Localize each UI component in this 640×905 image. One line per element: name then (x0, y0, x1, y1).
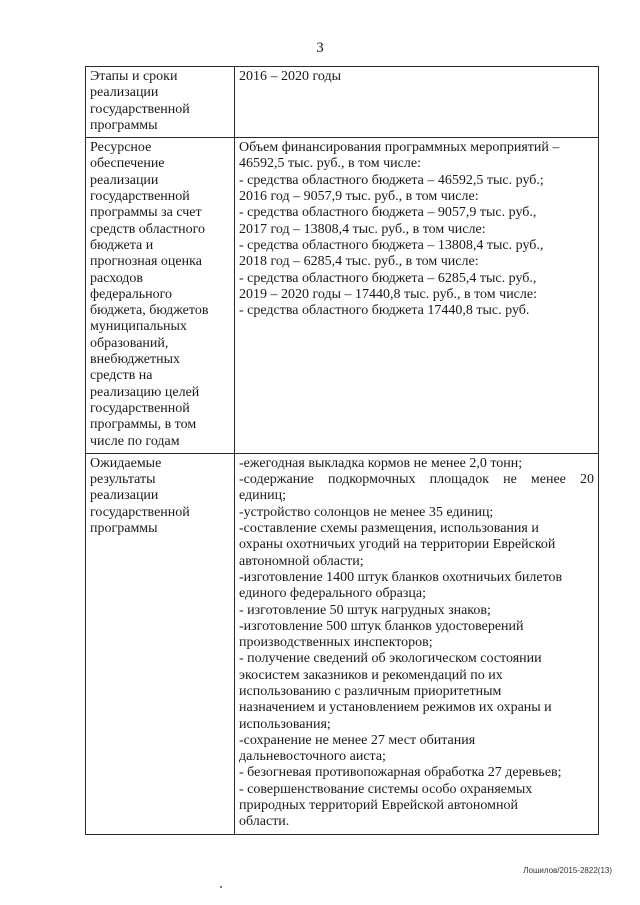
document-footer-code: Лошилов/2015-2822(13) (523, 866, 612, 875)
content-line: использованию с различным приоритетным (239, 683, 502, 699)
content-line: - безогневая противопожарная обработка 27 деревьев; (239, 765, 562, 781)
content-line: - изготовление 50 штук нагрудных знаков; (239, 602, 491, 618)
label-line: расходов (90, 270, 144, 286)
label-line: внебюджетных (90, 352, 181, 368)
content-line: -сохранение не менее 27 мест обитания (239, 732, 476, 748)
content-line: производственных инспекторов; (239, 635, 433, 651)
content-line: экосистем заказников и рекомендаций по их (239, 667, 503, 683)
row-label-stages (86, 67, 235, 138)
label-line: муниципальных (90, 319, 187, 335)
content-line: - получение сведений об экологическом состоянии (239, 651, 542, 667)
content-line: -изготовление 500 штук бланков удостоверений (239, 618, 524, 634)
row-content-results (235, 453, 599, 834)
content-line: дальневосточного аиста; (239, 749, 386, 765)
label-line: федерального (90, 286, 173, 302)
content-line: использования; (239, 716, 331, 732)
label-line: образований, (90, 335, 169, 351)
content-line: - средства областного бюджета – 13808,4 тыс. руб., (239, 237, 544, 253)
content-line: -ежегодная выкладка кормов не менее 2,0 тонн; (239, 455, 523, 471)
row-content-stages (235, 67, 599, 138)
label-line: результаты (90, 472, 156, 488)
label-line: прогнозная оценка (90, 254, 202, 270)
content-line: единиц; (239, 488, 287, 504)
label-line: реализации (90, 85, 159, 101)
label-line: бюджета, бюджетов (90, 303, 209, 319)
row-label-results (86, 453, 235, 834)
label-line: государственной (90, 101, 190, 117)
table-row-stages (86, 67, 599, 138)
page-number: 3 (316, 40, 324, 56)
content-line: - средства областного бюджета – 6285,4 тыс. руб., (239, 270, 537, 286)
label-line: бюджета и (90, 237, 154, 253)
label-line: программы (90, 521, 158, 537)
content-line: автономной области; (239, 553, 364, 569)
label-line: реализации (90, 172, 159, 188)
table-row-results (86, 453, 599, 834)
label-line: Ресурсное (90, 140, 152, 156)
label-line: государственной (90, 400, 190, 416)
label-line: государственной (90, 189, 190, 205)
program-passport-table (85, 66, 599, 835)
label-line: программы, в том (90, 417, 197, 433)
content-line: 2017 год – 13808,4 тыс. руб., в том числе: (239, 221, 486, 237)
label-line: средств областного (90, 221, 206, 237)
content-line: 2016 год – 9057,9 тыс. руб., в том числе: (239, 189, 479, 205)
label-line: обеспечение (90, 156, 165, 172)
content-line: -содержание подкормочных площадок не менее 20 (239, 472, 594, 488)
content-line: Объем финансирования программных мероприятий – (239, 140, 560, 156)
label-line: Этапы и сроки (90, 69, 178, 84)
label-line: средств на (90, 368, 153, 384)
content-line: единого федерального образца; (239, 586, 427, 602)
table-row-resources (86, 138, 599, 454)
content-line: 46592,5 тыс. руб., в том числе: (239, 156, 421, 172)
content-line: 2019 – 2020 годы – 17440,8 тыс. руб., в том числе: (239, 286, 537, 302)
label-line: программы за счет (90, 205, 202, 221)
row-content-resources (235, 138, 599, 454)
content-line: назначением и установлением режимов их охраны и (239, 700, 552, 716)
content-line: -составление схемы размещения, использования и (239, 521, 539, 537)
label-line: реализации (90, 488, 159, 504)
content-line: - средства областного бюджета 17440,8 тыс. руб. (239, 303, 530, 319)
content-line: -изготовление 1400 штук бланков охотничьих билетов (239, 569, 563, 585)
label-line: программы (90, 117, 158, 133)
scan-speck (220, 886, 222, 888)
content-line: охраны охотничьих угодий на территории Еврейской (239, 537, 556, 553)
content-line: - совершенствование системы особо охраняемых (239, 781, 533, 797)
content-line: области. (239, 814, 290, 830)
label-line: числе по годам (90, 433, 180, 449)
label-line: Ожидаемые (90, 455, 162, 471)
content-line: - средства областного бюджета – 9057,9 тыс. руб., (239, 205, 537, 221)
row-label-resources (86, 138, 235, 454)
content-line: 2018 год – 6285,4 тыс. руб., в том числе: (239, 254, 479, 270)
content-line: природных территорий Еврейской автономной (239, 798, 518, 814)
label-line: государственной (90, 504, 190, 520)
content-line: -устройство солонцов не менее 35 единиц; (239, 504, 494, 520)
content-line: 2016 – 2020 годы (239, 69, 342, 84)
label-line: реализацию целей (90, 384, 200, 400)
content-line: - средства областного бюджета – 46592,5 тыс. руб.; (239, 172, 544, 188)
